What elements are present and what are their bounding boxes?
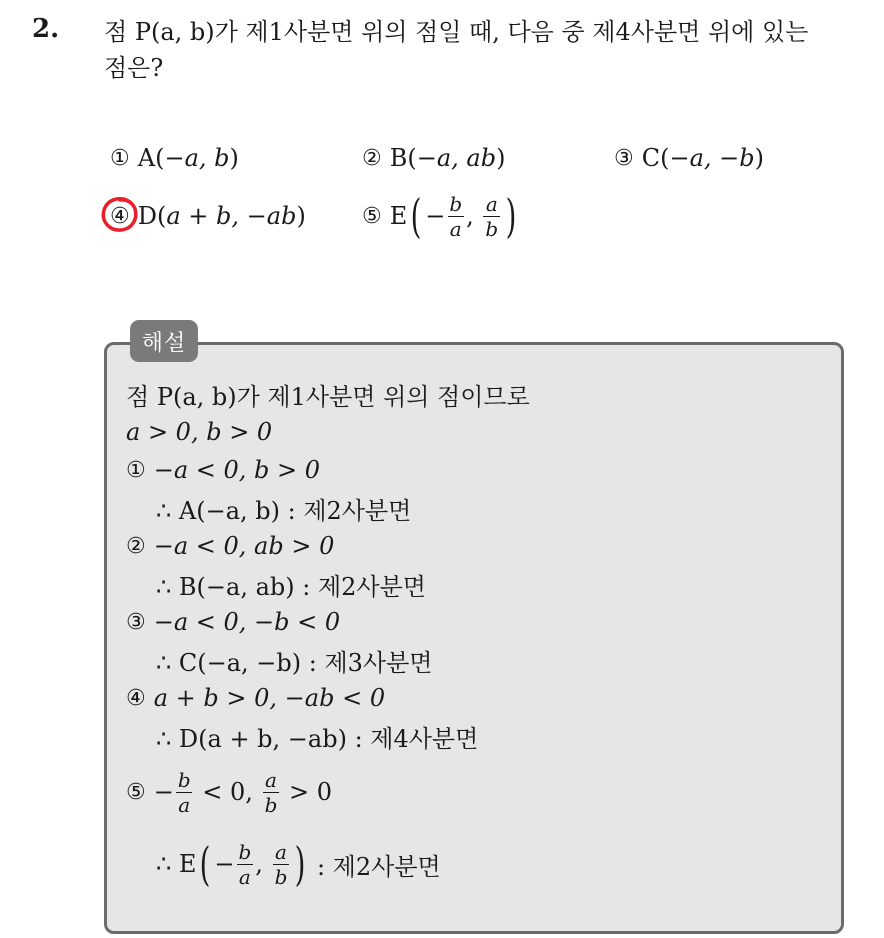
step-5-result: ∴ E ( − $\frac{b}{a}$ , $\frac{a}{b}$ ) : 제2사분면 — [156, 837, 441, 891]
choice-1[interactable]: ① A ( −a, b ) — [110, 144, 239, 172]
solution-intro: 점 P(a, b)가 제1사분면 위의 점이므로 — [126, 382, 530, 411]
step-4-result: ∴ D(a + b, −ab) : 제4사분면 — [156, 724, 479, 753]
denominator: b — [485, 216, 499, 241]
numerator: b — [177, 767, 191, 792]
numerator: a — [275, 839, 287, 864]
minus-sign: − — [153, 778, 174, 806]
choice-3[interactable]: ③ C ( −a, −b ) — [614, 144, 765, 172]
solution-tag: 해설 — [130, 320, 198, 362]
step-2-inequality — [126, 528, 334, 564]
fraction — [176, 767, 193, 817]
step-inequality-text: a + b > 0, −ab < 0 — [153, 684, 386, 712]
denominator: a — [449, 216, 462, 241]
step-marker: ③ — [126, 609, 146, 635]
answer-circle-mark — [100, 194, 140, 234]
question-number: 2. — [32, 14, 60, 44]
inequality-mid: < 0, — [202, 778, 253, 806]
numerator: a — [485, 191, 498, 216]
fraction — [273, 839, 290, 889]
paren-right: ) — [505, 189, 517, 243]
minus-sign: − — [214, 850, 235, 878]
choice-marker: ① — [110, 145, 130, 171]
step-3-result: ∴ C(−a, −b) : 제3사분면 — [156, 648, 433, 677]
question-text — [104, 14, 874, 86]
choice-5[interactable]: ⑤ E ( − $\frac{b}{a}$ , $\frac{a}{b}$ ) — [362, 189, 517, 243]
choice-4[interactable]: ④ D ( a + b, −ab ) — [110, 202, 306, 230]
choice-marker: ③ — [614, 145, 634, 171]
step-3-inequality — [126, 604, 340, 640]
choice-marker: ⑤ — [362, 203, 382, 229]
fraction — [263, 767, 280, 817]
step-marker: ④ — [126, 685, 146, 711]
choice-point: E — [389, 202, 408, 230]
choice-point: C — [641, 144, 661, 172]
solution-condition: a > 0, b > 0 — [126, 418, 273, 446]
denominator: a — [178, 792, 191, 817]
paren-right: ) — [294, 837, 306, 891]
step-2-result: ∴ B(−a, ab) : 제2사분면 — [156, 572, 426, 601]
question-line-2: 점은? — [104, 54, 164, 82]
choice-marker: ④ — [110, 203, 130, 229]
numerator: a — [265, 767, 277, 792]
choice-coords: −a, b — [164, 144, 230, 172]
paren-left: ( — [410, 189, 422, 243]
choice-coords: a + b, −ab — [166, 202, 297, 230]
inequality-end: > 0 — [289, 778, 333, 806]
result-prefix: ∴ E — [156, 850, 197, 878]
choice-point: B — [389, 144, 408, 172]
choice-marker: ② — [362, 145, 382, 171]
minus-sign: − — [425, 202, 446, 230]
denominator: b — [264, 792, 278, 817]
fraction — [236, 839, 253, 889]
choice-point: D — [137, 202, 157, 230]
denominator: a — [238, 864, 251, 889]
answer-circle-stroke — [103, 199, 135, 230]
choice-coords: −a, −b — [669, 144, 755, 172]
step-1-result: ∴ A(−a, b) : 제2사분면 — [156, 496, 412, 525]
step-marker: ② — [126, 533, 146, 559]
fraction — [447, 191, 464, 241]
step-inequality-text: −a < 0, b > 0 — [153, 456, 321, 484]
step-4-inequality — [126, 680, 385, 716]
choice-coords: −a, ab — [416, 144, 497, 172]
step-1-inequality — [126, 452, 320, 488]
question-line-1: 점 P(a, b)가 제1사분면 위의 점일 때, 다음 중 제4사분면 위에 있는 — [104, 18, 809, 46]
numerator: b — [449, 191, 463, 216]
fraction — [483, 191, 500, 241]
result-suffix: : 제2사분면 — [316, 852, 441, 881]
numerator: b — [238, 839, 252, 864]
denominator: b — [274, 864, 288, 889]
step-5-inequality — [126, 762, 332, 822]
step-inequality-text: −a < 0, ab > 0 — [153, 532, 335, 560]
choice-2[interactable]: ② B ( −a, ab ) — [362, 144, 506, 172]
step-marker: ⑤ — [126, 779, 146, 805]
paren-left: ( — [200, 837, 211, 891]
choice-point: A — [137, 144, 156, 172]
step-inequality-text: −a < 0, −b < 0 — [153, 608, 341, 636]
step-marker: ① — [126, 457, 146, 483]
